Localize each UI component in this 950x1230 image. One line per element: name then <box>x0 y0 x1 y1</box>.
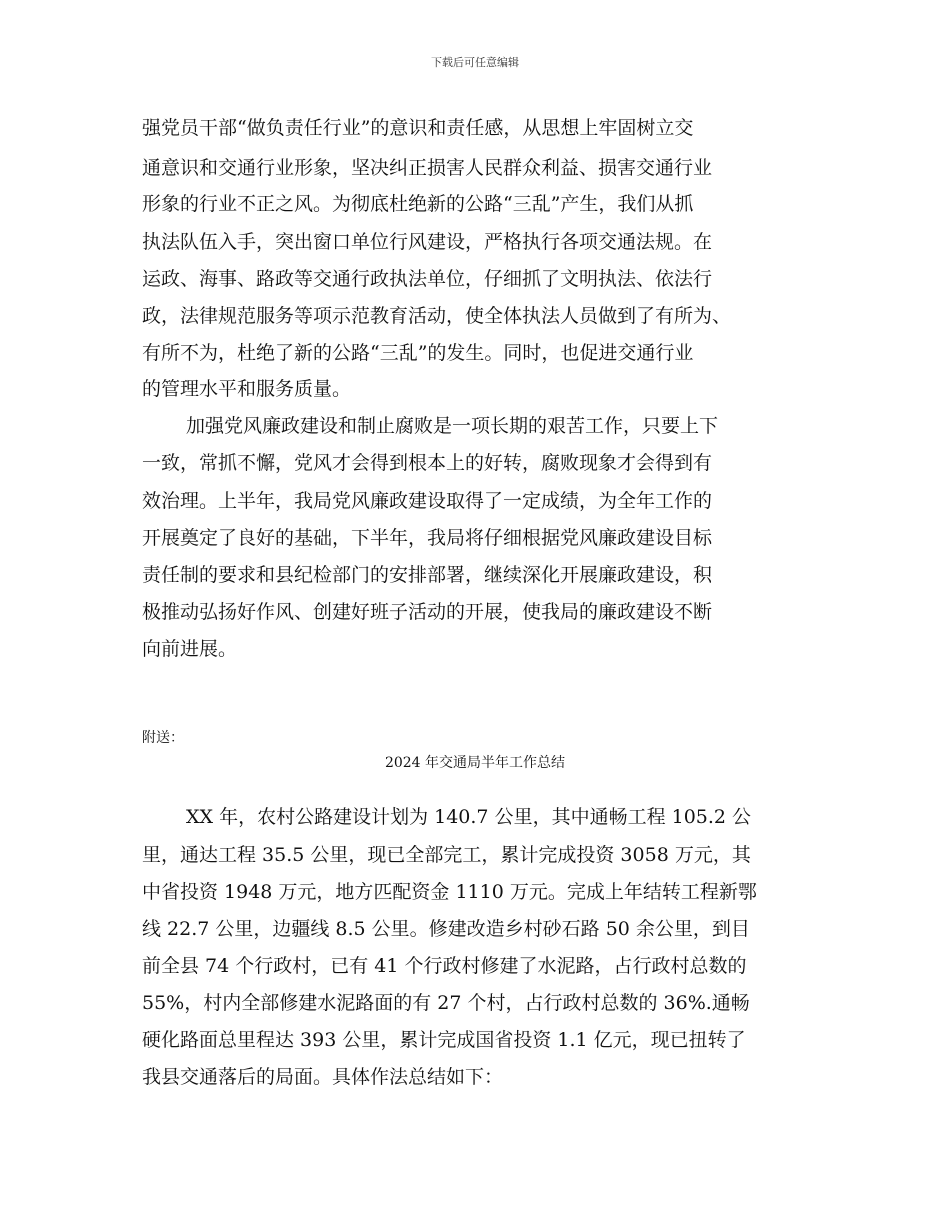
paragraph-line: 线 22.7 公里，边疆线 8.5 公里。修建改造乡村砂石路 50 余公里，到目 <box>142 918 750 940</box>
paragraph-line: 我县交通落后的局面。具体作法总结如下： <box>142 1066 504 1088</box>
paragraph-line: 硬化路面总里程达 393 公里，累计完成国省投资 1.1 亿元，现已扭转了 <box>142 1029 746 1051</box>
paragraph-line: 效治理。上半年，我局党风廉政建设取得了一定成绩，为全年工作的 <box>142 490 713 512</box>
paragraph-line: XX 年，农村公路建设计划为 140.7 公里，其中通畅工程 105.2 公 <box>186 806 752 828</box>
paragraph-line: 政，法律规范服务等项示范教育活动，使全体执法人员做到了有所为、 <box>142 305 732 327</box>
paragraph-line: 执法队伍入手，突出窗口单位行风建设，严格执行各项交通法规。在 <box>142 231 713 253</box>
appendix-title: 2024 年交通局半年工作总结 <box>384 755 566 771</box>
paragraph-line: 形象的行业不正之风。为彻底杜绝新的公路“三乱”产生，我们从抓 <box>142 193 694 215</box>
paragraph-line: 的管理水平和服务质量。 <box>142 378 352 400</box>
paragraph-line: 向前进展。 <box>142 638 238 660</box>
paragraph-line: 加强党风廉政建设和制止腐败是一项长期的艰苦工作，只要上下 <box>186 415 719 437</box>
paragraph-line: 一致，常抓不懈，党风才会得到根本上的好转，腐败现象才会得到有 <box>142 452 713 474</box>
paragraph-line: 通意识和交通行业形象，坚决纠正损害人民群众利益、损害交通行业 <box>142 157 713 179</box>
page-header: 下载后可任意编辑 <box>431 56 519 69</box>
paragraph-line: 运政、海事、路政等交通行政执法单位，仔细抓了文明执法、依法行 <box>142 268 713 290</box>
paragraph-line: 责任制的要求和县纪检部门的安排部署，继续深化开展廉政建设，积 <box>142 564 713 586</box>
appendix-label: 附送： <box>142 730 184 746</box>
paragraph-line: 强党员干部“做负责任行业”的意识和责任感，从思想上牢固树立交 <box>142 117 694 139</box>
paragraph-line: 中省投资 1948 万元，地方匹配资金 1110 万元。完成上年结转工程新鄂 <box>142 881 757 903</box>
paragraph-line: 前全县 74 个行政村，已有 41 个行政村修建了水泥路，占行政村总数的 <box>142 955 747 977</box>
paragraph-line: 55%，村内全部修建水泥路面的有 27 个村，占行政村总数的 36%.通畅 <box>142 992 750 1014</box>
paragraph-line: 有所不为，杜绝了新的公路“三乱”的发生。同时，也促进交通行业 <box>142 342 694 364</box>
paragraph-line: 里，通达工程 35.5 公里，现已全部完工，累计完成投资 3058 万元，其 <box>142 844 751 866</box>
paragraph-line: 极推动弘扬好作风、创建好班子活动的开展，使我局的廉政建设不断 <box>142 601 713 623</box>
paragraph-line: 开展奠定了良好的基础，下半年，我局将仔细根据党风廉政建设目标 <box>142 527 713 549</box>
